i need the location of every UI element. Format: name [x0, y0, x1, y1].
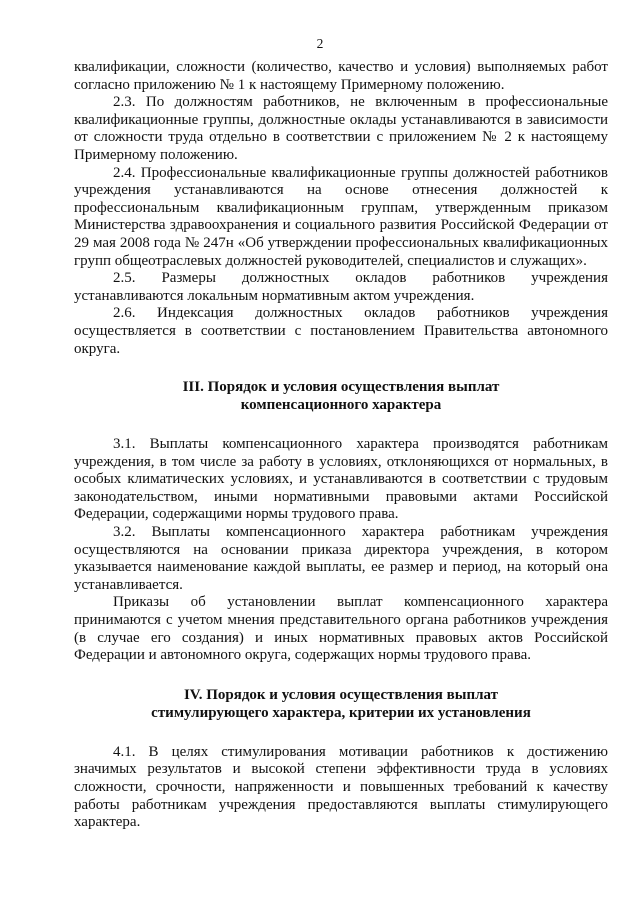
paragraph-2-3: 2.3. По должностям работников, не включенным в профессиональные квалификационные группы, должностные оклады устанавливаются в зависимости от сложности труда отдельно в соответствии с приложением № 2 к настоящему Примерному положению.: [74, 94, 608, 163]
section-4-heading: [74, 686, 608, 722]
paragraph-3-orders: Приказы об установлении выплат компенсационного характера принимаются с учетом мнения представительного органа работников учреждения (в случае его создания) и иных нормативных правовых актов Российской Федерации и автономного округа, содержащих нормы трудового права.: [74, 594, 608, 664]
paragraph-2-6: 2.6. Индексация должностных окладов работников учреждения осуществляется в соответствии с постановлением Правительства автономного округа.: [74, 305, 608, 357]
section-4-heading-line1: IV. Порядок и условия осуществления выплат: [183, 686, 499, 703]
paragraph-continuation: квалификации, сложности (количество, качество и условия) выполняемых работ согласно приложению № 1 к настоящему Примерному положению.: [74, 59, 608, 93]
section-3-heading-line2: компенсационного характера: [240, 397, 442, 414]
paragraph-3-1: 3.1. Выплаты компенсационного характера производятся работникам учреждения, в том числе за работу в условиях, отклоняющихся от нормальных, в особых климатических условиях, и устанавливаются в соответствии с трудовым законодательством, иными нормативными правовыми актами Российской Федерации, содержащими нормы трудового права.: [74, 436, 608, 523]
page-number: 2: [316, 36, 324, 51]
paragraph-4-1: 4.1. В целях стимулирования мотивации работников к достижению значимых результатов и высокой степени эффективности труда в условиях сложности, срочности, напряженности и повышенных требований к качеству работы работникам учреждения предоставляются выплаты стимулирующего характера.: [74, 743, 608, 831]
section-4-heading-line2: стимулирующего характера, критерии их установления: [151, 704, 531, 721]
section-3-heading: [74, 378, 608, 414]
paragraph-3-2: 3.2. Выплаты компенсационного характера работникам учреждения осуществляются на основании приказа директора учреждения, в котором указывается наименование каждой выплаты, ее размер и период, на который она устанавливается.: [74, 524, 608, 593]
document-body: [74, 59, 608, 832]
paragraph-2-4: 2.4. Профессиональные квалификационные группы должностей работников учреждения устанавливаются на основе отнесения должностей к профессиональным квалификационным группам, утвержденным приказом Министерства здравоохранения и социального развития Российской Федерации от 29 мая 2008 года № 247н «Об утверждении профессиональных квалификационных групп общеотраслевых должностей руководителей, специалистов и служащих».: [74, 164, 608, 269]
section-3-heading-line1: III. Порядок и условия осуществления выплат: [182, 379, 500, 396]
paragraph-2-5: 2.5. Размеры должностных окладов работников учреждения устанавливаются локальным нормативным актом учреждения.: [74, 270, 608, 304]
